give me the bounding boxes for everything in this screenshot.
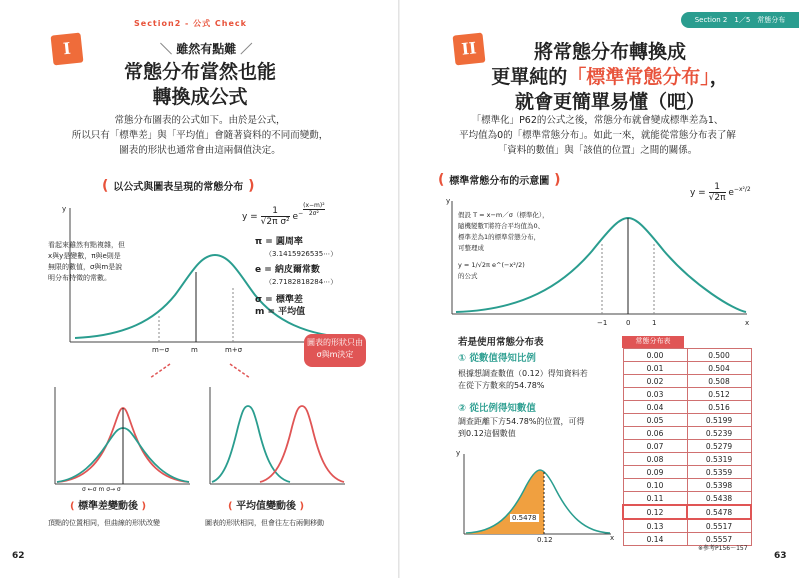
sub2-label: ( 平均值變動後 ) [228, 501, 305, 512]
table-cell-z: 0.04 [623, 401, 687, 414]
title-line2: 轉換成公式 [152, 86, 248, 108]
note-left [48, 240, 140, 284]
section-tab-right: Section 2 1／5 常態分布 [681, 12, 799, 28]
note-r-line2: 隨機變數T將符合平均值為0、 [458, 222, 545, 230]
arrow-right-icon [230, 364, 250, 378]
area-x-value: 0.12 [537, 536, 553, 544]
q2-line1: 調查距離下方54.78%的位置，可得 [458, 417, 585, 426]
normal-table-block [622, 336, 752, 546]
e-value: （2.7182818284⋯） [265, 278, 338, 286]
table-cell-p: 0.5279 [687, 440, 751, 453]
title-r-line3: 就會更簡單易懂（吧） [514, 91, 705, 113]
arrow-left-icon [150, 364, 170, 378]
formula-r-e: e [728, 188, 734, 198]
note-right [458, 210, 578, 282]
right-page [400, 0, 799, 578]
tick-m: m [191, 346, 198, 354]
page-title-right [480, 40, 740, 115]
table-row [623, 362, 751, 375]
mean-change-chart [200, 382, 350, 492]
table-cell-z: 0.02 [623, 375, 687, 388]
pill-r-text: 標準常態分布的示意圖 [449, 176, 550, 187]
note-line4: 明分布特徵的常數。 [48, 274, 111, 282]
q-title: 若是使用常態分布表 [458, 337, 544, 348]
pill-heading-right: ( 標準常態分布的示意圖 ) [438, 172, 561, 188]
table-cell-z: 0.05 [623, 414, 687, 427]
note-r-line4: 可整理成 [458, 244, 484, 252]
tick-m-minus-sigma: m−σ [152, 346, 170, 354]
area-x-label: x [610, 534, 615, 542]
table-row [623, 414, 751, 427]
pill-text: 以公式與圖表呈現的常態分布 [113, 182, 244, 193]
formula-r-y: y = [690, 188, 706, 198]
sub1-label-text: 標準差變動後 [78, 501, 139, 512]
reference-note: ※參考P156〜157 [698, 545, 748, 552]
formula-exp2: 2σ² [308, 210, 319, 217]
table-row [623, 505, 751, 519]
q1-heading: ① 從數值得知比例 [458, 353, 536, 364]
table-cell-z: 0.12 [623, 505, 687, 519]
q2-heading: ② 從比例得知數值 [458, 403, 536, 414]
table-row [623, 519, 751, 533]
sub1-ticks: σ ←σ m σ→ σ [82, 486, 121, 493]
sub1-desc: 頂點的位置相同，但曲線的形狀改變 [48, 519, 160, 527]
m-label: m = 平均值 [255, 307, 306, 317]
note-r-line3: 標準差為1的標準常態分布， [458, 233, 541, 241]
table-row [623, 427, 751, 440]
table-cell-p: 0.516 [687, 401, 751, 414]
table-cell-p: 0.5199 [687, 414, 751, 427]
table-row [623, 401, 751, 414]
table-cell-z: 0.07 [623, 440, 687, 453]
pi-value: （3.1415926535⋯） [265, 250, 338, 258]
bubble-line2: σ與m決定 [316, 350, 354, 359]
r-y-label: y [446, 197, 451, 205]
formula-minus: − [298, 210, 304, 217]
q2-line2: 到0.12這個數值 [458, 429, 516, 438]
title-r-plain: 更單純的 [491, 66, 568, 88]
table-row [623, 375, 751, 388]
table-row [623, 440, 751, 453]
page-title-left [100, 60, 300, 110]
table-cell-p: 0.500 [687, 349, 751, 362]
badge-ii: II [453, 33, 486, 66]
intro-line2: 所以只有「標準差」與「平均值」會隨著資料的不同而變動， [71, 130, 329, 141]
note-r-line1: 假設 T = x−m／σ（標準化）， [458, 211, 549, 219]
r-tick-minus1: −1 [597, 319, 608, 327]
bubble-line1: 圖表的形狀只由 [307, 338, 363, 347]
badge-i: I [51, 33, 84, 66]
title-r-comma: ， [709, 66, 729, 88]
table-row [623, 349, 751, 362]
formula-num: 1 [261, 206, 290, 217]
formula-exp: (x−m)² [303, 202, 325, 209]
formula-r-den: √2π [708, 193, 726, 203]
formula-y: y = [242, 212, 258, 222]
normal-distribution-table [622, 348, 752, 546]
intro-text-right [410, 113, 785, 158]
q1-line2: 在從下方數來的54.78% [458, 381, 545, 390]
area-y-label: y [456, 449, 461, 457]
section-label-left: Section2 - 公式 Check [134, 19, 247, 28]
table-row [623, 466, 751, 479]
y-axis-label: y [62, 205, 67, 213]
title-r-line1: 將常態分布轉換成 [533, 41, 686, 63]
subtitle-text: 雖然有點難 [176, 42, 237, 56]
note-line1: 看起來雖然有點複雜，但 [48, 241, 125, 249]
pi-label: π = 圓周率 [255, 237, 303, 247]
r-tick-1: 1 [652, 319, 657, 327]
table-cell-p: 0.5398 [687, 479, 751, 492]
note-line3: 無限的數值，σ與m是說 [48, 263, 123, 271]
table-cell-z: 0.00 [623, 349, 687, 362]
area-chart [456, 450, 616, 540]
title-line1: 常態分布當然也能 [123, 61, 276, 83]
callout-bubble [304, 334, 366, 367]
sd-change-chart [45, 382, 195, 492]
q2-body [458, 416, 585, 440]
table-cell-p: 0.504 [687, 362, 751, 375]
intro-r-line1: 「標準化」P62的公式之後，常態分布就會變成標準差為1、 [471, 115, 724, 126]
sub2-red-curve [260, 406, 344, 482]
table-row [623, 453, 751, 466]
table-cell-z: 0.14 [623, 533, 687, 546]
table-cell-p: 0.5359 [687, 466, 751, 479]
sigma-label: σ = 標準差 [255, 295, 303, 305]
subtitle-left: ＼ 雖然有點難 ／ [160, 42, 253, 56]
r-tick-0: 0 [626, 319, 631, 327]
sub1-label: ( 標準差變動後 ) [70, 501, 147, 512]
table-cell-z: 0.13 [623, 519, 687, 533]
table-cell-z: 0.11 [623, 492, 687, 506]
left-page [0, 0, 399, 578]
table-cell-z: 0.01 [623, 362, 687, 375]
note-r-formula: y = 1/√2π e^(−x²/2) [458, 261, 525, 269]
table-cell-z: 0.08 [623, 453, 687, 466]
table-header: 常態分布表 [622, 336, 684, 348]
table-cell-z: 0.09 [623, 466, 687, 479]
intro-r-line3: 「資料的數值」與「該值的位置」之間的關係。 [497, 145, 698, 156]
table-row [623, 388, 751, 401]
constants-legend [255, 236, 337, 318]
note-line2: x與y是變數，π與e則是 [48, 252, 121, 260]
page-number-right: 63 [774, 551, 787, 561]
q1-line1: 根據想調查數值（0.12）得知資料若 [458, 369, 588, 378]
split-arrows [140, 362, 260, 382]
table-cell-p: 0.5319 [687, 453, 751, 466]
sub2-label-text: 平均值變動後 [236, 501, 297, 512]
table-row [623, 492, 751, 506]
table-cell-p: 0.5557 [687, 533, 751, 546]
area-value-label: 0.5478 [512, 514, 537, 522]
note-r-line6: 的公式 [458, 272, 478, 280]
table-cell-z: 0.06 [623, 427, 687, 440]
table-cell-p: 0.5438 [687, 492, 751, 506]
title-r-line2 [480, 65, 740, 90]
formula-e: e [292, 212, 299, 222]
table-cell-p: 0.5517 [687, 519, 751, 533]
table-cell-p: 0.512 [687, 388, 751, 401]
formula-left [242, 202, 325, 227]
table-cell-p: 0.5239 [687, 427, 751, 440]
pill-heading-left: ( 以公式與圖表呈現的常態分布 ) [102, 178, 255, 194]
table-cell-z: 0.10 [623, 479, 687, 492]
table-cell-z: 0.03 [623, 388, 687, 401]
sub2-teal-curve [212, 406, 290, 482]
shaded-area [466, 470, 544, 534]
page-number-left: 62 [12, 551, 25, 561]
table-cell-p: 0.5478 [687, 505, 751, 519]
e-label: e = 納皮爾常數 [255, 265, 320, 275]
intro-text-left [30, 113, 370, 158]
r-x-label: x [745, 319, 750, 327]
sub2-desc: 圖表的形狀相同，但會往左右兩側移動 [205, 519, 324, 527]
q1-body [458, 368, 588, 392]
formula-r-exp: −x²/2 [733, 186, 751, 193]
formula-den: √2π σ² [260, 217, 290, 227]
intro-line1: 常態分布圖表的公式如下。由於是公式， [114, 115, 286, 126]
table-cell-p: 0.508 [687, 375, 751, 388]
table-row [623, 479, 751, 492]
tick-m-plus-sigma: m+σ [225, 346, 243, 354]
intro-line3: 圖表的形狀也通常會由這兩個值決定。 [119, 145, 281, 156]
intro-r-line2: 平均值為0的「標準常態分布」。如此一來，就能從常態分布表了解 [459, 130, 736, 141]
formula-r-num: 1 [709, 182, 726, 193]
title-r-highlight: 「標準常態分布」 [567, 66, 710, 88]
